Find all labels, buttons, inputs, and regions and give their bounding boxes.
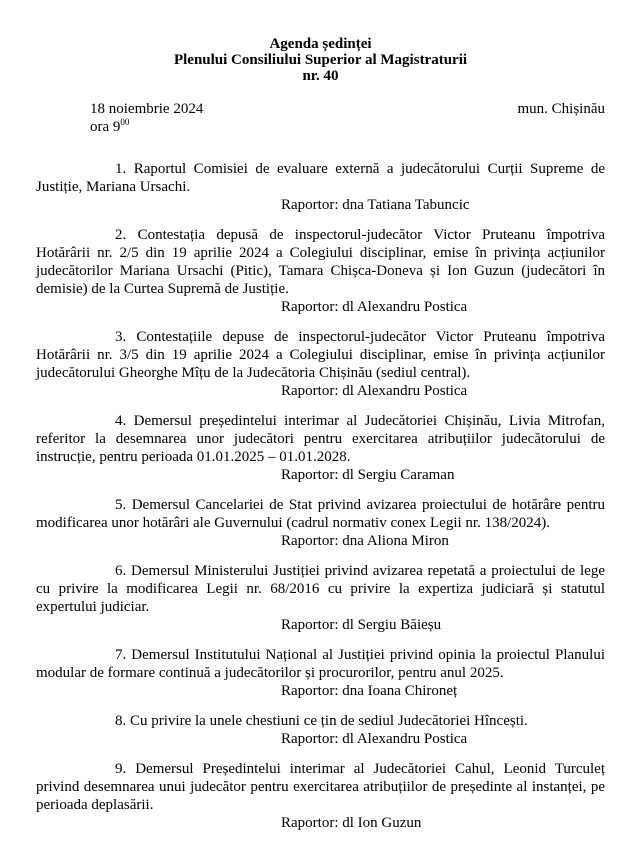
agenda-item-2 bbox=[36, 226, 605, 316]
agenda-item-7 bbox=[36, 646, 605, 700]
agenda-items-list bbox=[36, 160, 605, 832]
agenda-item-9 bbox=[36, 760, 605, 832]
agenda-item-6 bbox=[36, 562, 605, 634]
agenda-item-1 bbox=[36, 160, 605, 214]
agenda-item-7-text: 7. Demersul Institutului Național al Justiției privind opinia la proiectul Planului modular de formare continuă a judecătorilor și procurorilor, pentru anul 2025. bbox=[36, 647, 605, 681]
title-line-plenul: Plenului Consiliului Superior al Magistraturii bbox=[173, 52, 468, 68]
meeting-location: mun. Chișinău bbox=[517, 101, 605, 117]
title-line-number: nr. 40 bbox=[302, 68, 339, 84]
agenda-item-6-text: 6. Demersul Ministerului Justiției privind avizarea repetată a proiectului de lege cu privire la modificarea Legii nr. 68/2016 cu privire la expertiza judiciară și statutul expertului judiciar. bbox=[36, 563, 605, 615]
agenda-item-2-raportor: Raportor: dl Alexandru Postica bbox=[281, 299, 468, 315]
agenda-item-8-raportor: Raportor: dl Alexandru Postica bbox=[281, 731, 468, 747]
date-location-row bbox=[90, 100, 605, 118]
agenda-item-3-raportor: Raportor: dl Alexandru Postica bbox=[281, 383, 468, 399]
title-line-agenda: Agenda ședinței bbox=[269, 36, 372, 52]
meeting-time-superscript: 00 bbox=[120, 117, 130, 127]
meeting-time bbox=[90, 118, 605, 136]
agenda-item-6-raportor: Raportor: dl Sergiu Băieșu bbox=[281, 617, 442, 633]
agenda-item-4-raportor: Raportor: dl Sergiu Caraman bbox=[281, 467, 455, 483]
document-title-block bbox=[36, 36, 605, 84]
agenda-item-5 bbox=[36, 496, 605, 550]
agenda-item-5-raportor: Raportor: dna Aliona Miron bbox=[281, 533, 449, 549]
agenda-item-4-text: 4. Demersul președintelui interimar al Judecătoriei Chișinău, Livia Mitrofan, referitor la desemnarea unor judecători pentru exercitarea atribuțiilor judecătorului de instrucție, pentru perioada 01.01.2025 – 01.01.2028. bbox=[36, 413, 605, 465]
agenda-item-7-raportor: Raportor: dna Ioana Chironeț bbox=[281, 683, 458, 699]
agenda-item-8 bbox=[36, 712, 605, 748]
agenda-item-1-raportor: Raportor: dna Tatiana Tabuncic bbox=[281, 197, 470, 213]
agenda-item-5-text: 5. Demersul Cancelariei de Stat privind avizarea proiectului de hotărâre pentru modificarea unor hotărâri ale Guvernului (cadrul normativ conex Legii nr. 138/2024). bbox=[36, 497, 605, 531]
agenda-item-4 bbox=[36, 412, 605, 484]
agenda-item-1-text: 1. Raportul Comisiei de evaluare externă a judecătorului Curții Supreme de Justiție, Mariana Ursachi. bbox=[36, 161, 605, 195]
meeting-date: 18 noiembrie 2024 bbox=[90, 101, 204, 117]
agenda-item-8-text: 8. Cu privire la unele chestiuni ce țin de sediul Judecătoriei Hîncești. bbox=[115, 713, 528, 729]
agenda-item-3-text: 3. Contestațiile depuse de inspectorul-judecător Victor Pruteanu împotriva Hotărârii nr. 3/5 din 19 aprilie 2024 a Colegiului disciplinar, emise în privința acțiunilor judecătorului Gheorghe Mîțu de la Judecătoria Chișinău (sediul central). bbox=[36, 329, 605, 381]
meeting-time-text: ora 9 bbox=[90, 119, 121, 135]
agenda-item-9-raportor: Raportor: dl Ion Guzun bbox=[281, 815, 422, 831]
agenda-item-9-text: 9. Demersul Președintelui interimar al Judecătoriei Cahul, Leonid Turculeț privind desemnarea unui judecător pentru exercitarea atribuțiilor de președinte al instanței, pe perioada deplasării. bbox=[36, 761, 605, 813]
agenda-item-3 bbox=[36, 328, 605, 400]
date-location-block bbox=[90, 100, 605, 136]
agenda-item-2-text: 2. Contestația depusă de inspectorul-judecător Victor Pruteanu împotriva Hotărârii nr. 2/5 din 19 aprilie 2024 a Colegiului disciplinar, emise în privința acțiunilor judecătorilor Mariana Ursachi (Pitic), Tamara Chișca-Doneva și Ion Guzun (judecători în demisie) de la Curtea Supremă de Justiție. bbox=[36, 227, 605, 297]
